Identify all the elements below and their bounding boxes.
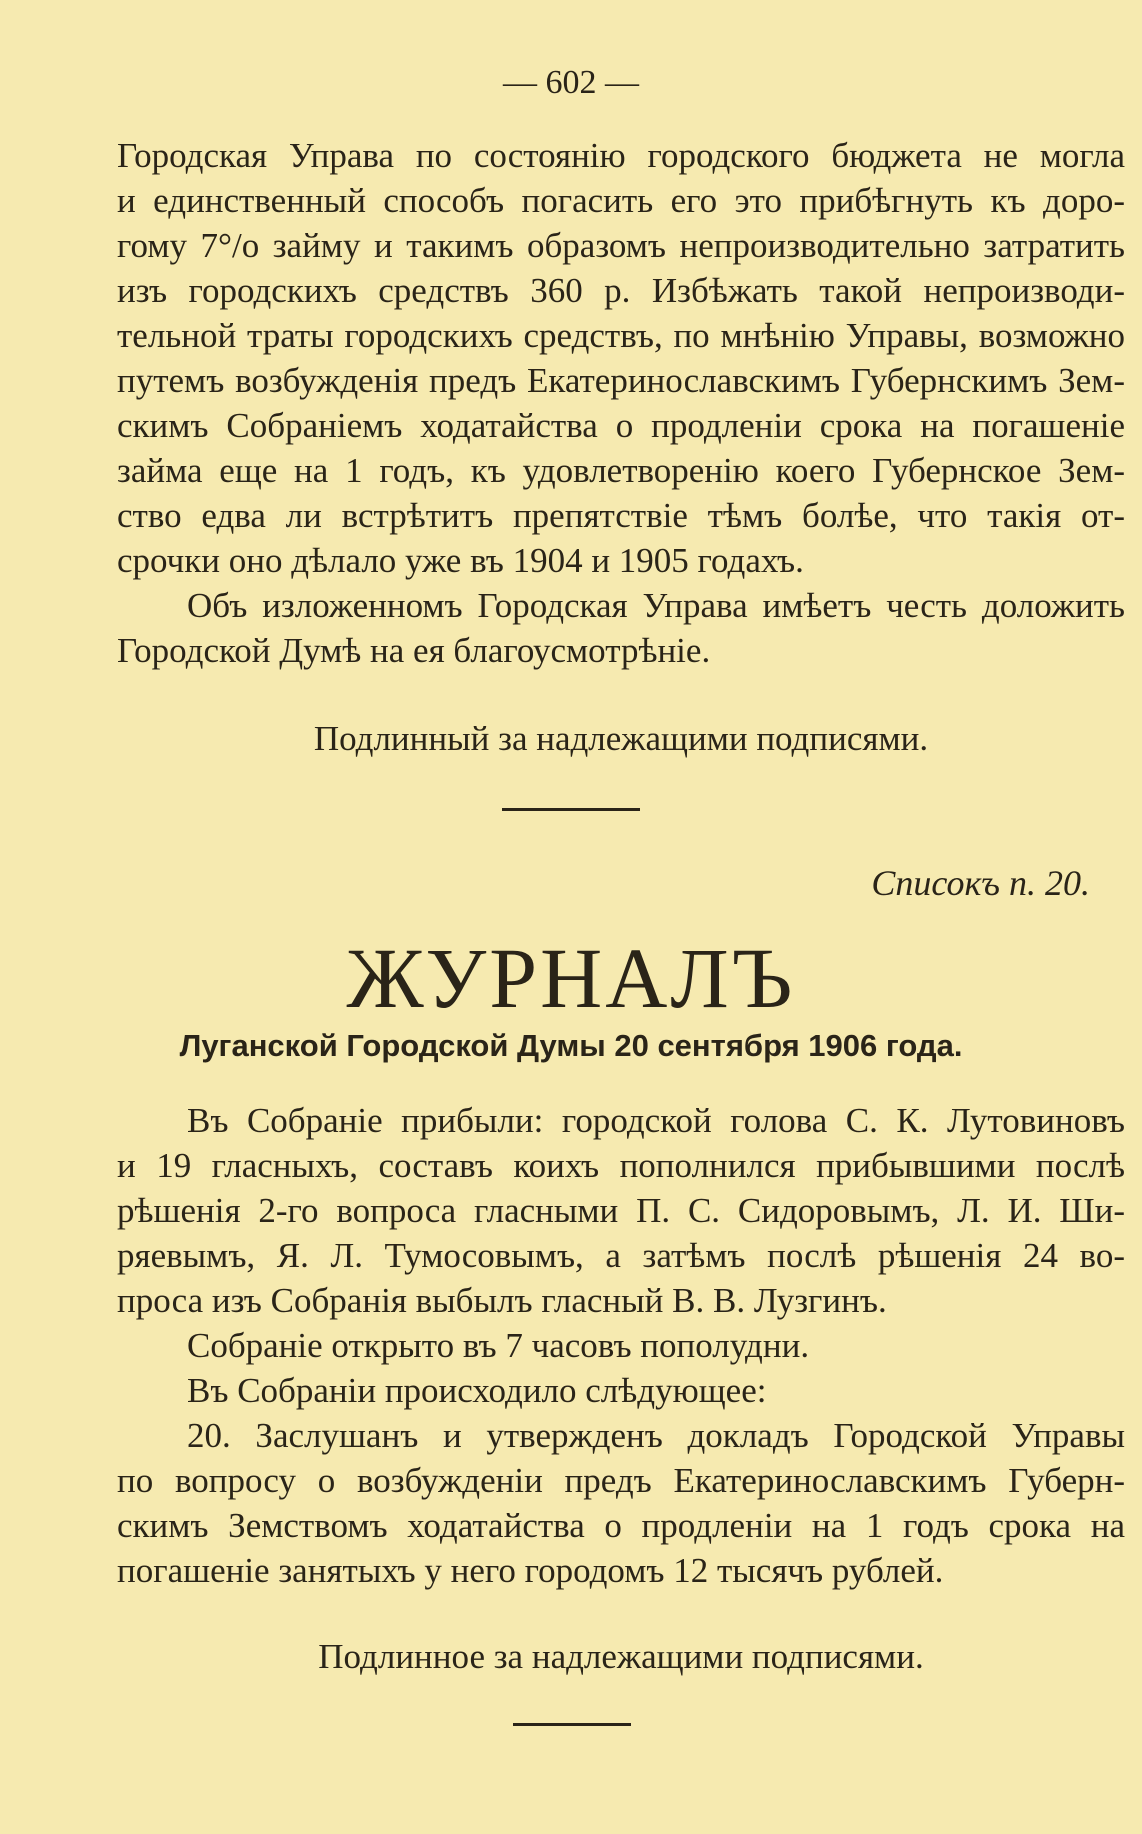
journal-title: ЖУРНАЛЪ — [346, 930, 796, 1026]
text-line: и 19 гласныхъ, составъ коихъ пополнился прибывшими послѣ — [117, 1146, 1125, 1185]
text-line: и единственный способъ погасить его это прибѣгнуть къ доро- — [117, 181, 1125, 220]
text-line: ство едва ли встрѣтитъ препятствіе тѣмъ болѣе, что такія от- — [117, 496, 1125, 535]
text-line: срочки оно дѣлало уже въ 1904 и 1905 годахъ. — [117, 541, 804, 580]
text-line: гому 7°/о займу и такимъ образомъ непроизводительно затратить — [117, 226, 1125, 265]
text-line: путемъ возбужденія предъ Екатеринославскимъ Губернскимъ Зем- — [117, 361, 1125, 400]
text-line: Городской Думѣ на ея благоусмотрѣніе. — [117, 631, 711, 670]
list-reference: Списокъ п. 20. — [871, 863, 1090, 903]
text-line: по вопросу о возбужденіи предъ Екатеринославскимъ Губерн- — [117, 1461, 1125, 1500]
divider-rule — [502, 808, 640, 811]
signature-line: Подлинное за надлежащими подписями. — [318, 1637, 924, 1676]
report-text — [117, 133, 1125, 673]
text-line: рѣшенія 2-го вопроса гласными П. С. Сидоровымъ, Л. И. Ши- — [117, 1191, 1125, 1230]
text-line: погашеніе занятыхъ у него городомъ 12 тысячъ рублей. — [117, 1551, 944, 1590]
text-line: тельной траты городскихъ средствъ, по мнѣнію Управы, возможно — [117, 316, 1125, 355]
text-line: займа еще на 1 годъ, къ удовлетворенію коего Губернское Зем- — [117, 451, 1125, 490]
text-line: Собраніе открыто въ 7 часовъ пополудни. — [187, 1326, 810, 1365]
page-number: — 602 — — [503, 64, 639, 101]
text-line: Въ Собраніе прибыли: городской голова С. К. Лутовиновъ — [187, 1101, 1125, 1140]
text-line: проса изъ Собранія выбылъ гласный В. В. Лузгинъ. — [117, 1281, 887, 1320]
divider-rule — [513, 1723, 631, 1726]
text-line: Въ Собраніи происходило слѣдующее: — [187, 1371, 767, 1410]
signature-line: Подлинный за надлежащими подписями. — [313, 719, 929, 758]
text-line: Городская Управа по состоянію городского бюджета не могла — [117, 136, 1125, 175]
text-line: 20. Заслушанъ и утвержденъ докладъ Городской Управы — [187, 1416, 1125, 1455]
text-line: ряевымъ, Я. Л. Тумосовымъ, а затѣмъ послѣ рѣшенія 24 во- — [117, 1236, 1125, 1275]
text-line: скимъ Собраніемъ ходатайства о продленіи срока на погашеніе — [117, 406, 1125, 445]
text-line: скимъ Земствомъ ходатайства о продленіи на 1 годъ срока на — [117, 1506, 1125, 1545]
journal-text — [117, 1098, 1125, 1593]
text-line: изъ городскихъ средствъ 360 р. Избѣжать такой непроизводи- — [117, 271, 1125, 310]
journal-subtitle: Луганской Городской Думы 20 сентября 1906 года. — [179, 1028, 963, 1063]
text-line: Объ изложенномъ Городская Управа имѣетъ честь доложить — [187, 586, 1125, 625]
